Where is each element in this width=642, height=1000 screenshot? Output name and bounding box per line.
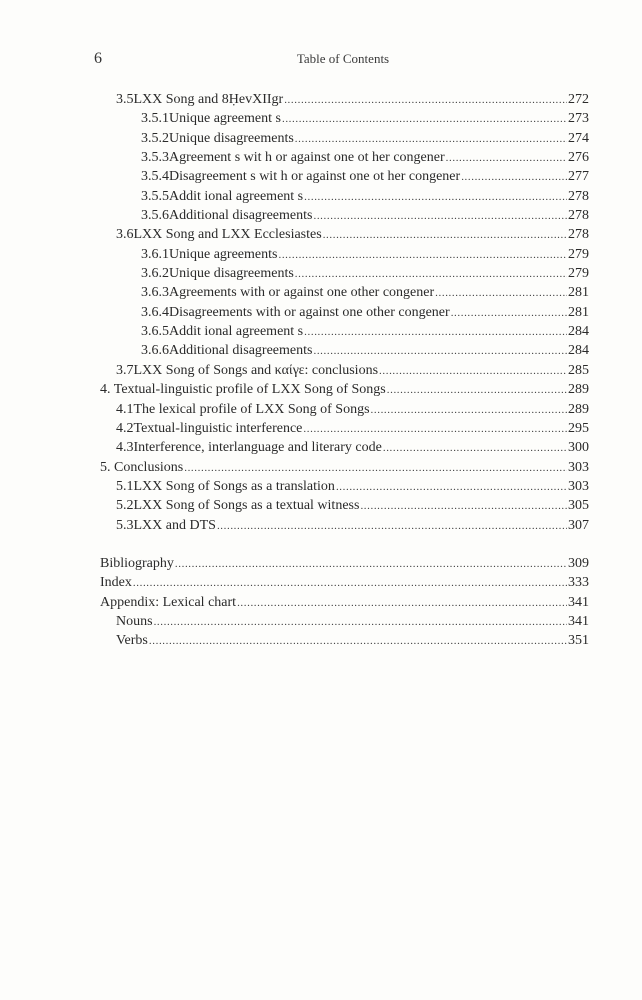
toc-entry-page: 285 (568, 362, 589, 378)
dot-leader (175, 554, 567, 574)
toc-entry-page: 278 (568, 208, 589, 224)
toc-entry-page: 303 (568, 459, 589, 475)
toc-entry[interactable] (100, 477, 589, 496)
toc-entry-number: 4.3 (116, 440, 134, 456)
toc-entry[interactable] (100, 612, 589, 631)
toc-entry-page: 300 (568, 440, 589, 456)
toc-entry-title: Additional disagreements (169, 208, 313, 224)
toc-entry[interactable] (100, 283, 589, 302)
dot-leader (336, 477, 567, 497)
dot-leader (217, 516, 567, 536)
toc-entry-title: Appendix: Lexical chart (100, 594, 237, 610)
toc-entry-title: LXX Song and 8ḤevXIIgr (133, 92, 284, 107)
toc-entry[interactable] (100, 303, 589, 322)
toc-entry[interactable] (100, 322, 589, 341)
toc-entry[interactable] (100, 90, 589, 109)
toc-entry-title: LXX Song and LXX Ecclesiastes (133, 227, 322, 243)
toc-entry-number: 3.6 (116, 227, 134, 243)
toc-entry-number: 3.5 (116, 92, 134, 107)
toc-entry-number: 3.5.6 (141, 208, 169, 224)
toc-entry-title: Interference, interlanguage and literary code (133, 440, 382, 456)
toc-entry-number: 5.2 (116, 498, 134, 514)
dot-leader (379, 361, 567, 381)
toc-entry-title: Addit ional agreement s (169, 188, 304, 204)
toc-entry[interactable] (100, 573, 589, 592)
toc-entry-title: Unique agreement s (169, 111, 281, 127)
toc-entry-title: The lexical profile of LXX Song of Songs (133, 401, 370, 417)
toc-entry-page: 309 (568, 555, 589, 571)
toc-entry-page: 341 (568, 594, 589, 610)
toc-entry[interactable] (100, 380, 589, 399)
toc-entry-page: 278 (568, 227, 589, 243)
toc-divider-space (100, 535, 589, 554)
toc-entry-number: 4.2 (116, 420, 134, 436)
toc-entry-page: 289 (568, 382, 589, 398)
page-number: 6 (94, 50, 102, 67)
toc-entry-number: 3.5.5 (141, 188, 169, 204)
toc-entry[interactable] (100, 341, 589, 360)
toc-entry[interactable] (100, 400, 589, 419)
dot-leader (304, 322, 567, 342)
toc-entry[interactable] (100, 264, 589, 283)
toc-entry-title: Unique agreements (169, 246, 278, 262)
toc-entry[interactable] (100, 245, 589, 264)
toc-entry-title: Verbs (116, 633, 148, 649)
toc-entry-title: Disagreement s wit h or against one ot her congener (169, 169, 461, 185)
toc-entry-title: LXX Song of Songs as a textual witness (133, 498, 360, 514)
running-head: Table of Contents (296, 51, 390, 66)
toc-entry-title: Agreements with or against one other congener (169, 285, 435, 301)
toc-entry-title: Textual-linguistic interference (133, 420, 303, 436)
toc-group-backmatter (100, 554, 589, 651)
toc-entry-title: LXX and DTS (133, 517, 216, 533)
toc-entry-title: LXX Song of Songs as a translation (133, 478, 335, 494)
toc-entry-number: 3.7 (116, 362, 134, 378)
toc-entry-page: 278 (568, 188, 589, 204)
toc-entry-number: 3.5.3 (141, 150, 169, 166)
dot-leader (149, 631, 567, 651)
dot-leader (313, 206, 567, 226)
toc-entry-number: 3.6.1 (141, 246, 169, 262)
toc-entry[interactable] (100, 593, 589, 612)
toc-entry-title: Nouns (116, 613, 153, 629)
toc-entry-number: 3.6.2 (141, 266, 169, 282)
toc-entry-page: 274 (568, 130, 589, 146)
toc-entry[interactable] (100, 631, 589, 650)
toc-entry-title: Index (100, 575, 132, 591)
dot-leader (451, 303, 567, 323)
toc-entry-number: 3.5.4 (141, 169, 169, 185)
toc-entry-number: 3.5.1 (141, 111, 169, 127)
toc-entry-page: 281 (568, 304, 589, 320)
toc-entry-page: 284 (568, 324, 589, 340)
toc-entry-title: LXX Song of Songs and καίγε: conclusions (133, 362, 379, 378)
toc-entry-title: 5. Conclusions (100, 459, 184, 475)
toc-entry-number: 3.5.2 (141, 130, 169, 146)
toc-entry-page: 307 (568, 517, 589, 533)
toc-entry-page: 277 (568, 169, 589, 185)
toc-entry-title: Unique disagreements (169, 266, 294, 282)
table-of-contents (100, 90, 589, 651)
toc-entry[interactable] (100, 554, 589, 573)
dot-leader (303, 419, 567, 439)
toc-entry[interactable] (100, 496, 589, 515)
toc-entry[interactable] (100, 419, 589, 438)
toc-entry[interactable] (100, 148, 589, 167)
toc-entry[interactable] (100, 516, 589, 535)
toc-entry[interactable] (100, 109, 589, 128)
toc-entry-number: 5.1 (116, 478, 134, 494)
toc-entry-title: Addit ional agreement s (169, 324, 304, 340)
toc-entry-page: 351 (568, 633, 589, 649)
dot-leader (446, 148, 567, 168)
toc-entry-page: 303 (568, 478, 589, 494)
dot-leader (461, 167, 567, 187)
dot-leader (387, 380, 567, 400)
toc-entry-page: 289 (568, 401, 589, 417)
dot-leader (304, 187, 567, 207)
toc-entry[interactable] (100, 129, 589, 148)
toc-entry-page: 295 (568, 420, 589, 436)
dot-leader (133, 573, 567, 593)
toc-entry-title: Agreement s wit h or against one ot her congener (169, 150, 445, 166)
dot-leader (278, 245, 567, 265)
toc-entry[interactable] (100, 438, 589, 457)
dot-leader (284, 90, 567, 110)
toc-entry-title: Additional disagreements (169, 343, 313, 359)
dot-leader (371, 400, 567, 420)
toc-entry-title: Unique disagreements (169, 130, 294, 146)
toc-entry[interactable] (100, 167, 589, 186)
toc-entry-number: 3.6.5 (141, 324, 169, 340)
dot-leader (237, 593, 567, 613)
toc-entry-page: 281 (568, 285, 589, 301)
toc-entry-number: 3.6.6 (141, 343, 169, 359)
dot-leader (295, 264, 567, 284)
toc-entry[interactable] (100, 361, 589, 380)
dot-leader (360, 496, 567, 516)
toc-entry-page: 279 (568, 266, 589, 282)
toc-group-chapters (100, 90, 589, 535)
toc-entry-number: 4.1 (116, 401, 134, 417)
dot-leader (313, 341, 567, 361)
toc-entry-page: 273 (568, 111, 589, 127)
toc-entry-page: 276 (568, 150, 589, 166)
dot-leader (383, 438, 567, 458)
toc-entry[interactable] (100, 458, 589, 477)
toc-entry-number: 3.6.4 (141, 304, 169, 320)
toc-entry[interactable] (100, 225, 589, 244)
toc-entry-number: 5.3 (116, 517, 134, 533)
dot-leader (323, 225, 567, 245)
toc-entry-page: 341 (568, 613, 589, 629)
dot-leader (295, 129, 567, 149)
toc-entry-page: 305 (568, 498, 589, 514)
dot-leader (435, 283, 567, 303)
toc-entry-page: 272 (568, 92, 589, 107)
toc-entry-page: 284 (568, 343, 589, 359)
dot-leader (282, 109, 567, 129)
toc-entry-title: Bibliography (100, 555, 174, 571)
dot-leader (154, 612, 567, 632)
toc-entry-title: Disagreements with or against one other congener (169, 304, 450, 320)
toc-entry[interactable] (100, 187, 589, 206)
toc-entry[interactable] (100, 206, 589, 225)
toc-entry-number: 3.6.3 (141, 285, 169, 301)
toc-entry-page: 333 (568, 575, 589, 591)
toc-entry-title: 4. Textual-linguistic profile of LXX Song of Songs (100, 382, 386, 398)
dot-leader (184, 458, 567, 478)
toc-entry-page: 279 (568, 246, 589, 262)
